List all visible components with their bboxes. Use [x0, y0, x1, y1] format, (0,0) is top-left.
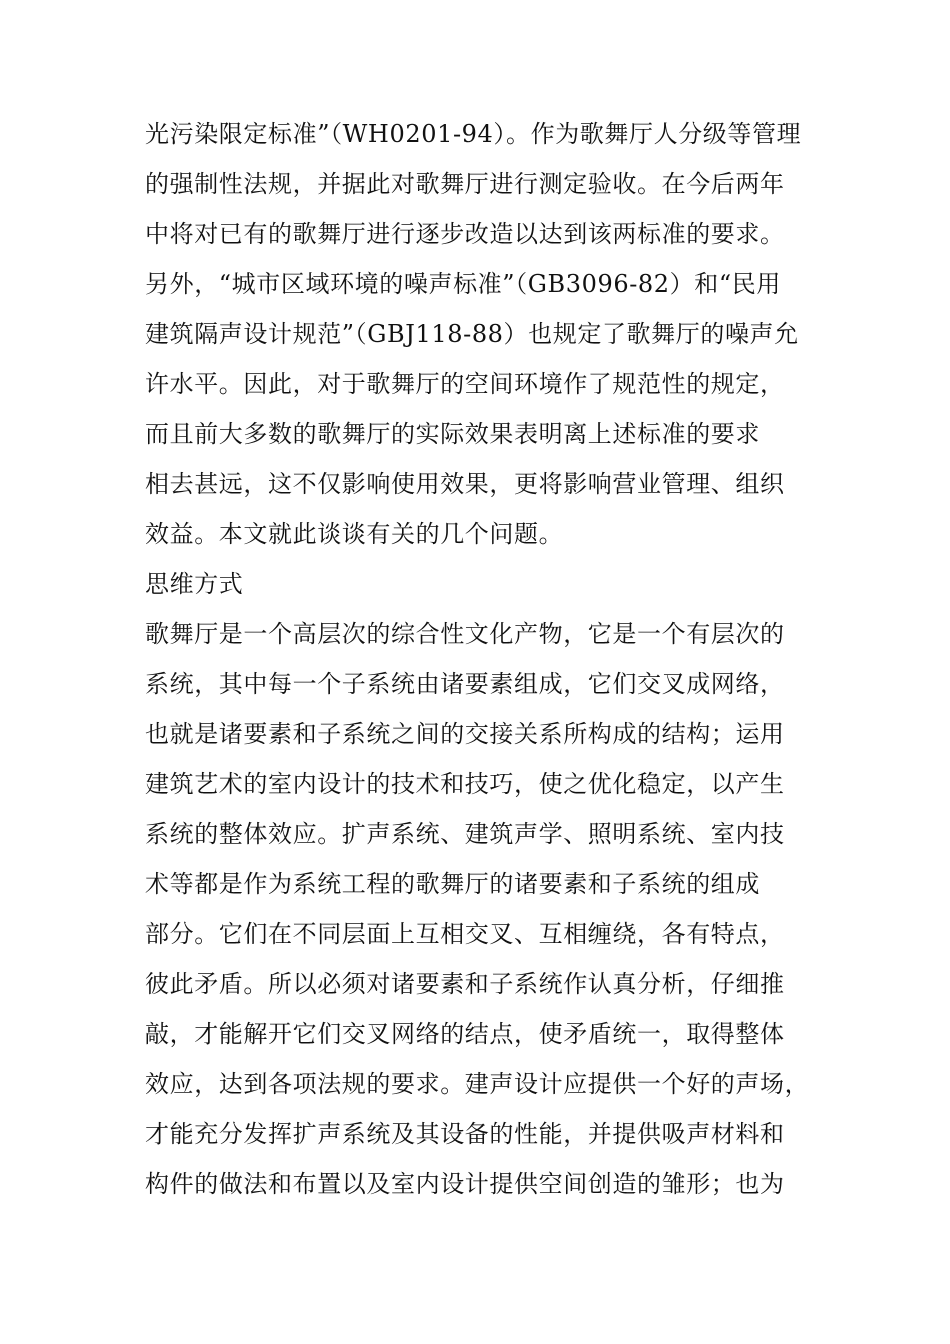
text-line: 也就是诸要素和子系统之间的交接关系所构成的结构；运用 [145, 720, 785, 748]
text-line: 建筑艺术的室内设计的技术和技巧，使之优化稳定，以产生 [145, 770, 785, 798]
text-line: 系统，其中每一个子系统由诸要素组成，它们交叉成网络， [145, 670, 785, 698]
text-line: 歌舞厅是一个高层次的综合性文化产物，它是一个有层次的 [145, 620, 785, 648]
text-line: 才能充分发挥扩声系统及其设备的性能，并提供吸声材料和 [145, 1120, 785, 1148]
text-line: 许水平。因此，对于歌舞厅的空间环境作了规范性的规定， [145, 370, 785, 398]
section-heading: 思维方式 [145, 570, 244, 598]
text-line: 相去甚远，这不仅影响使用效果，更将影响营业管理、组织 [145, 470, 785, 498]
body-text [145, 114, 845, 1214]
text-line: 中将对已有的歌舞厅进行逐步改造以达到该两标准的要求。 [145, 220, 785, 248]
text-line: 系统的整体效应。扩声系统、建筑声学、照明系统、室内技 [145, 820, 785, 848]
text-line: 而且前大多数的歌舞厅的实际效果表明离上述标准的要求 [145, 420, 760, 448]
text-line: 的强制性法规，并据此对歌舞厅进行测定验收。在今后两年 [145, 170, 785, 198]
text-line: 构件的做法和布置以及室内设计提供空间创造的雏形；也为 [145, 1170, 785, 1198]
text-line: 效应，达到各项法规的要求。建声设计应提供一个好的声场， [145, 1070, 810, 1098]
text-line: 建筑隔声设计规范”（GBJ118-88）也规定了歌舞厅的噪声允 [145, 320, 799, 348]
text-line: 术等都是作为系统工程的歌舞厅的诸要素和子系统的组成 [145, 870, 760, 898]
text-line: 另外，“城市区域环境的噪声标准”（GB3096-82）和“民用 [145, 270, 781, 298]
text-line: 部分。它们在不同层面上互相交叉、互相缠绕，各有特点， [145, 920, 785, 948]
text-line: 彼此矛盾。所以必须对诸要素和子系统作认真分析，仔细推 [145, 970, 785, 998]
text-line: 光污染限定标准”（WH0201-94）。作为歌舞厅人分级等管理 [145, 120, 802, 148]
text-line: 敲，才能解开它们交叉网络的结点，使矛盾统一，取得整体 [145, 1020, 785, 1048]
text-line: 效益。本文就此谈谈有关的几个问题。 [145, 520, 564, 548]
